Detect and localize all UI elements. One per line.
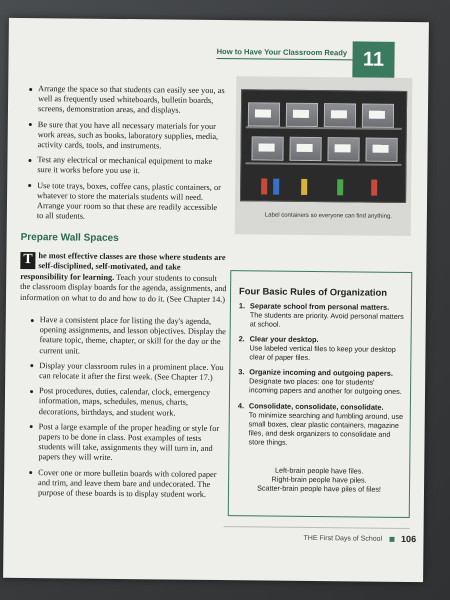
storage-tub — [324, 103, 356, 127]
running-head: How to Have Your Classroom Ready — [216, 46, 348, 58]
rule-text: Designate two places: one for students' incoming papers and another for outgoing ones. — [249, 376, 402, 397]
list-item: Have a consistent place for listing the day's agenda, opening assignments, and lesson objectives. Display the feature topic, theme, chapter, or skill for the day or the current unit. — [27, 315, 227, 358]
storage-tub — [286, 103, 318, 127]
storage-tub — [362, 104, 394, 128]
rules-list — [237, 301, 405, 454]
storage-tub — [365, 138, 397, 162]
footer-square-icon — [389, 536, 394, 541]
rule-item — [237, 401, 403, 448]
list-item: Use tote trays, boxes, coffee cans, plastic containers, or whatever to store the materials students will need. Arrange your room so that these are readily accessible to all students. — [25, 181, 225, 224]
rule-item — [239, 301, 405, 330]
footer-rule — [224, 526, 410, 529]
wall-list-column — [26, 315, 228, 505]
rule-heading: Separate school from personal matters. — [249, 301, 390, 312]
setup-list-column — [25, 84, 226, 229]
photo-caption: Label containers so everyone can find anything. — [264, 212, 393, 220]
drop-cap: T — [20, 252, 35, 269]
rule-number: 2. — [238, 334, 245, 344]
rule-text: To minimize searching and fumbling around, use small boxes, clear plastic containers, magazine files, and desk organizers to consolidate and store things. — [248, 409, 404, 447]
supply-bottle — [273, 179, 279, 195]
book-page — [3, 18, 429, 582]
classroom-storage-photo — [240, 89, 407, 203]
header-rule — [217, 58, 353, 60]
closing-line: Left-brain people have files. — [275, 465, 364, 476]
list-item: Post a large example of the proper heading or style for papers to be done in class. Post examples of tests students will take, assignments they will turn in, and papers they will write. — [26, 422, 226, 465]
list-item: Arrange the space so that students can easily see you, as well as frequently used whiteboards, bulletin boards, screens, demonstration areas, and displays. — [26, 84, 226, 117]
section-heading: Prepare Wall Spaces — [20, 231, 119, 244]
list-item: Be sure that you have all necessary materials for your work areas, such as books, laboratory supplies, media, activity cards, tools, and instruments. — [26, 120, 226, 153]
intro-paragraph — [20, 251, 229, 305]
page-footer — [303, 533, 416, 544]
organization-rules-box — [228, 270, 413, 518]
storage-tub — [327, 137, 359, 161]
storage-tub — [289, 137, 321, 161]
rule-heading: Organize incoming and outgoing papers. — [249, 367, 394, 379]
supply-bottle — [371, 180, 377, 196]
intro-lead: he most effective classes are those where students are self-disciplined, self-motivated, and take responsibility for learning. — [20, 251, 226, 282]
supply-bottle — [337, 179, 343, 195]
rule-item — [238, 368, 404, 397]
photo-shelf — [245, 162, 401, 166]
closing-lines — [229, 465, 409, 494]
storage-tub — [251, 136, 283, 160]
setup-bullet-list — [25, 84, 226, 224]
book-title: THE First Days of School — [303, 534, 383, 543]
closing-line: Scatter-brain people have piles of files! — [257, 483, 381, 494]
rule-text: The students are priority. Avoid personal matters at school. — [249, 310, 404, 329]
page-number: 106 — [401, 533, 417, 545]
intro-rest: Teach your students to consult the classroom display boards for the agenda, assignments, and information on what to do and how to do it. (See Chapter 14.) — [19, 272, 227, 304]
rule-heading: Clear your desktop. — [249, 334, 319, 345]
rule-text: Use labeled vertical files to keep your desktop clear of paper files. — [249, 343, 396, 363]
chapter-number-badge: 11 — [352, 41, 394, 77]
rule-item — [238, 334, 404, 363]
wall-bullet-list — [26, 315, 228, 500]
rule-heading: Consolidate, consolidate, consolidate. — [248, 400, 384, 412]
list-item: Post procedures, duties, calendar, clock, emergency information, maps, schedules, menus, charts, decorations, birthdays, and student work. — [27, 386, 227, 419]
supply-bottle — [261, 178, 267, 194]
rule-number: 3. — [238, 367, 245, 377]
list-item: Test any electrical or mechanical equipment to make sure it works before you use it. — [25, 155, 225, 177]
supply-bottle — [301, 179, 307, 195]
rule-number: 4. — [237, 400, 245, 410]
closing-line: Right-brain people have piles. — [271, 474, 367, 485]
list-item: Display your classroom rules in a prominent place. You can relocate it after the first week. (See Chapter 17.) — [27, 361, 227, 383]
rules-title: Four Basic Rules of Organization — [239, 285, 388, 298]
rule-number: 1. — [238, 301, 246, 311]
list-item: Cover one or more bulletin boards with colored paper and trim, and leave them bare and undecorated. The purpose of these boards is to display student work. — [26, 468, 226, 501]
storage-tub — [248, 102, 280, 126]
